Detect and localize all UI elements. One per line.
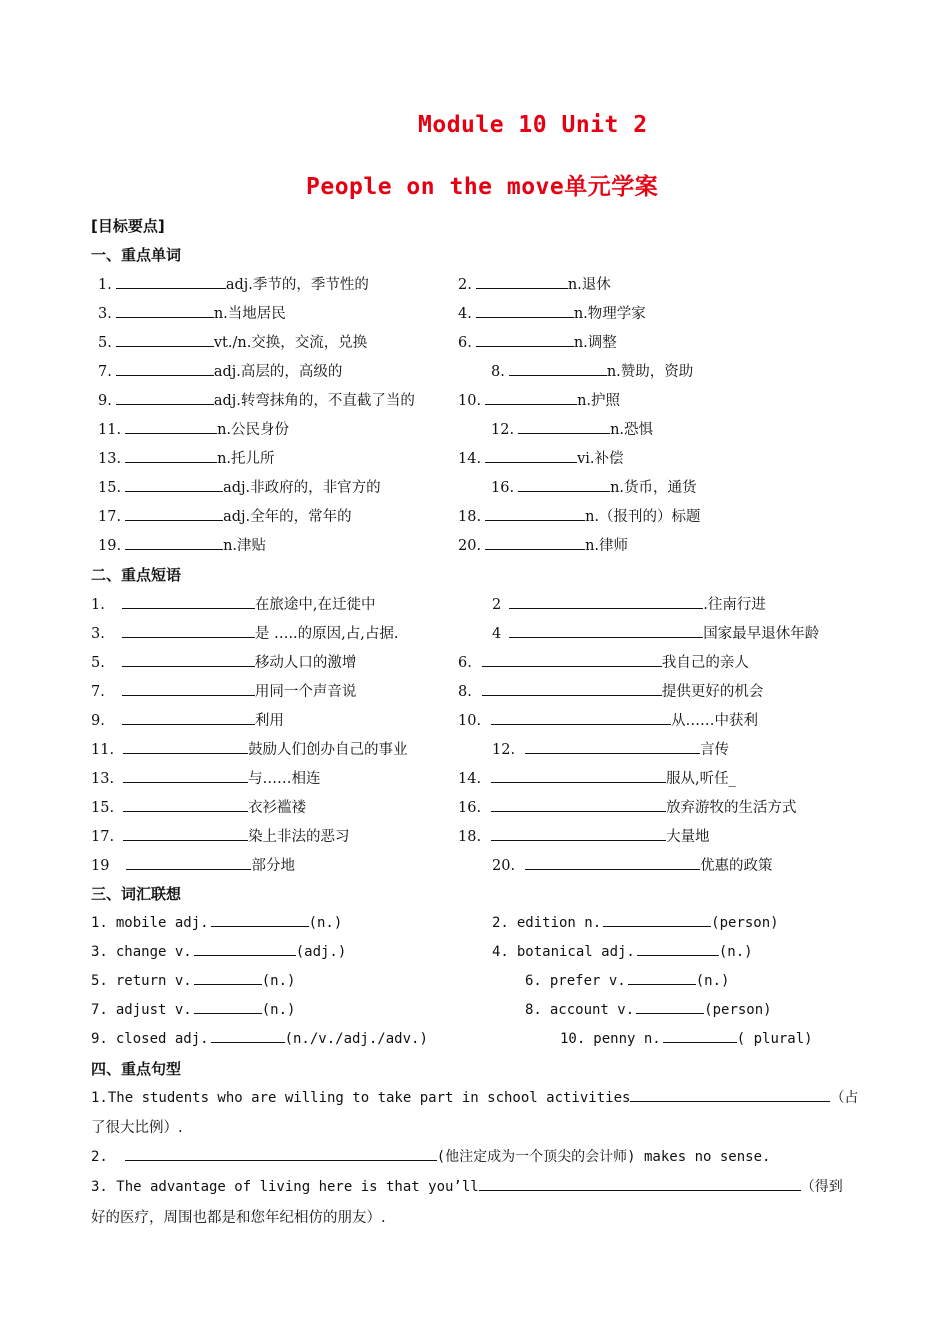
sentence-3 [91,1176,843,1196]
phrase-item [91,622,399,643]
answer-blank[interactable] [476,274,568,289]
item-number: 5. [98,335,112,351]
item-word: return v. [115,973,192,989]
vocab-item [91,1028,428,1047]
item-number: 8. [525,1002,542,1018]
item-number: 18. [458,509,482,525]
item-hint: (n.) [308,915,343,931]
item-number: 1. [91,915,108,931]
item-number: 1. [91,597,105,613]
answer-blank[interactable] [637,941,719,956]
item-number: 17. [98,509,122,525]
item-number: 20. [458,538,482,554]
answer-blank[interactable] [663,1028,737,1043]
sentence-1 [91,1087,858,1107]
answer-blank[interactable] [116,274,226,289]
phrase-item [91,738,408,759]
word-item [458,447,624,468]
word-item [458,302,646,323]
vocab-item [525,970,729,989]
sentence-2 [91,1146,770,1166]
item-word: change v. [115,944,192,960]
phrase-item [458,825,710,846]
item-hint: 移动人口的激增 [254,655,357,671]
vocab-item [492,941,753,960]
word-item [458,389,620,410]
answer-blank[interactable] [125,448,217,463]
item-word: adjust v. [115,1002,192,1018]
item-number: 6. [525,973,542,989]
item-number: 3. [98,306,112,322]
phrase-item [458,680,763,701]
item-number: 11. [91,742,115,758]
phrase-item [492,622,819,643]
item-number: 14. [458,451,482,467]
item-hint: 衣衫褴褛 [248,800,307,816]
phrase-item [492,854,773,875]
item-hint: 放弃游牧的生活方式 [666,800,797,816]
answer-blank[interactable] [485,535,585,550]
item-number: 7. [91,684,105,700]
phrase-item [458,709,758,730]
answer-blank[interactable] [116,332,214,347]
sentence-1-continued: 了很大比例）. [91,1120,183,1136]
phrase-item [91,680,356,701]
item-hint: 是 …..的原因,占,占据. [254,626,399,642]
vocab-item [91,970,295,989]
item-number: 9. [98,393,112,409]
item-hint: ( plural) [736,1031,813,1047]
item-hint: 利用 [254,713,284,729]
answer-blank[interactable] [485,448,577,463]
item-number: 12. [492,742,516,758]
item-hint: (person) [711,915,779,931]
answer-blank[interactable] [636,999,704,1014]
item-hint: adj.非政府的，非官方的 [223,480,381,496]
sentence-1-text: 1.The students who are willing to take part in school activities [91,1090,631,1106]
section-heading-sentences: 四、重点句型 [91,1060,182,1078]
item-hint: .往南行进 [703,597,766,613]
item-hint: 从……中获利 [671,713,759,729]
answer-blank[interactable] [485,390,577,405]
phrase-item [91,651,356,672]
answer-blank[interactable] [518,419,610,434]
phrase-item [458,651,749,672]
answer-blank[interactable] [628,970,696,985]
item-number: 2. [458,277,472,293]
word-item [98,331,367,352]
item-hint: n.赞助，资助 [606,364,694,380]
vocab-item [492,912,779,931]
item-hint: n.护照 [577,393,621,409]
answer-blank[interactable] [123,797,248,812]
word-item [98,302,286,323]
item-number: 1. [98,277,112,293]
item-hint: adj.转弯抹角的，不直截了当的 [213,393,415,409]
item-number: 3. [91,944,108,960]
item-number: 7. [98,364,112,380]
answer-blank[interactable] [122,594,255,609]
word-item [98,360,342,381]
section-heading-vocab: 三、词汇联想 [91,885,182,903]
item-hint: n.托儿所 [217,451,275,467]
vocab-item [560,1028,813,1047]
section-heading-words: 一、重点单词 [91,246,182,264]
item-number: 12. [491,422,515,438]
item-hint: vt./n.交换，交流，兑换 [213,335,368,351]
answer-blank[interactable] [525,739,700,754]
answer-blank[interactable] [482,681,662,696]
answer-blank[interactable] [482,652,662,667]
answer-blank[interactable] [491,768,666,783]
item-hint: 染上非法的恶习 [248,829,350,845]
item-hint: n.货币，通货 [610,480,697,496]
item-hint: 用同一个声音说 [254,684,357,700]
answer-blank[interactable] [125,535,223,550]
item-hint: adj.全年的，常年的 [223,509,352,525]
answer-blank[interactable] [476,332,574,347]
answer-blank[interactable] [123,768,248,783]
word-item [491,418,653,439]
word-item [98,273,369,294]
item-hint: (n.) [261,1002,296,1018]
phrase-item [458,767,736,788]
answer-blank[interactable] [123,826,248,841]
item-number: 2. [492,915,509,931]
item-number: 15. [98,480,122,496]
item-number: 8. [458,684,472,700]
answer-blank[interactable] [518,477,610,492]
item-word: edition n. [516,915,602,931]
answer-blank[interactable] [491,710,671,725]
answer-blank[interactable] [603,912,711,927]
item-number: 9. [91,1031,108,1047]
page-title-unit: People on the move单元学案 [306,174,659,200]
item-word: account v. [549,1002,635,1018]
item-number: 16. [458,800,482,816]
item-number: 10. [458,713,482,729]
item-hint: n.公民身份 [217,422,290,438]
item-number: 18. [458,829,482,845]
section-heading-phrases: 二、重点短语 [91,566,182,584]
phrase-item [492,738,729,759]
answer-blank[interactable] [194,970,262,985]
answer-blank[interactable] [122,652,255,667]
sentence-3-blank[interactable] [479,1176,801,1191]
sentence-1-blank[interactable] [630,1087,830,1102]
item-number: 8. [491,364,505,380]
item-hint: n.（报刊的）标题 [585,509,701,525]
word-item [458,534,628,555]
word-item [458,273,611,294]
item-hint: adj.季节的，季节性的 [225,277,369,293]
item-hint: n.退休 [567,277,611,293]
item-number: 4 [492,626,502,642]
answer-blank[interactable] [122,623,255,638]
item-number: 7. [91,1002,108,1018]
word-item [491,360,693,381]
answer-blank[interactable] [116,303,214,318]
word-item [98,447,275,468]
goals-heading: [目标要点] [91,217,165,235]
item-hint: n.恐惧 [610,422,654,438]
answer-blank[interactable] [491,797,666,812]
vocab-item [525,999,772,1018]
item-number: 3. [91,626,105,642]
answer-blank[interactable] [116,361,214,376]
answer-blank[interactable] [509,623,703,638]
answer-blank[interactable] [116,390,214,405]
sentence-3-hint: （得到 [800,1179,843,1195]
answer-blank[interactable] [125,506,223,521]
item-hint: 言传 [700,742,730,758]
answer-blank[interactable] [476,303,574,318]
answer-blank[interactable] [485,506,585,521]
item-hint: (adj.) [295,944,347,960]
item-number: 5. [91,655,105,671]
phrase-item [91,854,295,875]
item-hint: n.物理学家 [573,306,646,322]
phrase-item [91,767,321,788]
answer-blank[interactable] [194,941,296,956]
item-hint: 与……相连 [248,771,321,787]
item-number: 15. [91,800,115,816]
vocab-item [91,912,342,931]
phrase-item [492,593,766,614]
sentence-3-text: 3. The advantage of living here is that you’ll [91,1179,479,1195]
sentence-2-num: 2. [91,1149,108,1165]
sentence-2-text: (他注定成为一个顶尖的会计师) makes no sense. [436,1149,771,1165]
sentence-3-continued: 好的医疗，周围也都是和您年纪相仿的朋友）. [91,1210,386,1226]
item-number: 2 [492,597,502,613]
item-word: botanical adj. [516,944,635,960]
item-number: 9. [91,713,105,729]
item-hint: n.律师 [585,538,629,554]
answer-blank[interactable] [123,739,248,754]
item-hint: adj.高层的，高级的 [213,364,343,380]
item-number: 19. [98,538,122,554]
item-word: prefer v. [549,973,626,989]
item-number: 4. [458,306,472,322]
phrase-item [91,593,375,614]
word-item [458,331,617,352]
item-hint: (n.) [261,973,296,989]
item-hint: 优惠的政策 [700,858,773,874]
item-number: 10. [458,393,482,409]
item-number: 13. [91,771,115,787]
item-hint: 在旅途中,在迁徙中 [254,597,376,613]
word-item [98,418,289,439]
item-number: 13. [98,451,122,467]
page-title-module: Module 10 Unit 2 [418,112,648,138]
item-number: 17. [91,829,115,845]
item-number: 11. [98,422,122,438]
word-item [458,505,701,526]
item-hint: 提供更好的机会 [661,684,764,700]
word-item [98,476,381,497]
word-item [98,505,352,526]
answer-blank[interactable] [122,681,255,696]
item-number: 6. [458,335,472,351]
item-number: 19 [91,858,110,874]
answer-blank[interactable] [509,594,703,609]
item-number: 6. [458,655,472,671]
item-hint: 大量地 [666,829,710,845]
item-word: closed adj. [115,1031,209,1047]
item-hint: 国家最早退休年龄 [703,626,820,642]
item-number: 20. [492,858,516,874]
item-number: 5. [91,973,108,989]
item-word: penny n. [593,1031,661,1047]
answer-blank[interactable] [211,912,309,927]
word-item [98,389,415,410]
word-item [98,534,266,555]
answer-blank[interactable] [126,855,251,870]
answer-blank[interactable] [125,419,217,434]
phrase-item [91,796,306,817]
item-number: 10. [560,1031,586,1047]
vocab-item [91,999,295,1018]
item-hint: (person) [704,1002,772,1018]
answer-blank[interactable] [509,361,607,376]
phrase-item [91,709,284,730]
answer-blank[interactable] [211,1028,285,1043]
item-hint: 我自己的亲人 [661,655,749,671]
word-item [491,476,697,497]
item-number: 16. [491,480,515,496]
item-hint: n.津贴 [223,538,267,554]
answer-blank[interactable] [194,999,262,1014]
phrase-item [458,796,797,817]
answer-blank[interactable] [122,710,255,725]
item-hint: 服从,听任_ [666,771,736,787]
item-hint: (n.) [695,973,730,989]
phrase-item [91,825,350,846]
sentence-1-hint: （占 [830,1090,859,1106]
item-number: 14. [458,771,482,787]
item-hint: (n.) [718,944,753,960]
item-hint: 部分地 [251,858,295,874]
answer-blank[interactable] [125,477,223,492]
item-hint: n.调整 [573,335,617,351]
item-hint: (n./v./adj./adv.) [284,1031,428,1047]
vocab-item [91,941,346,960]
sentence-2-blank[interactable] [125,1146,437,1161]
answer-blank[interactable] [525,855,700,870]
answer-blank[interactable] [491,826,666,841]
item-hint: 鼓励人们创办自己的事业 [248,742,408,758]
item-hint: n.当地居民 [213,306,286,322]
item-word: mobile adj. [115,915,209,931]
item-number: 4. [492,944,509,960]
item-hint: vi.补偿 [577,451,624,467]
